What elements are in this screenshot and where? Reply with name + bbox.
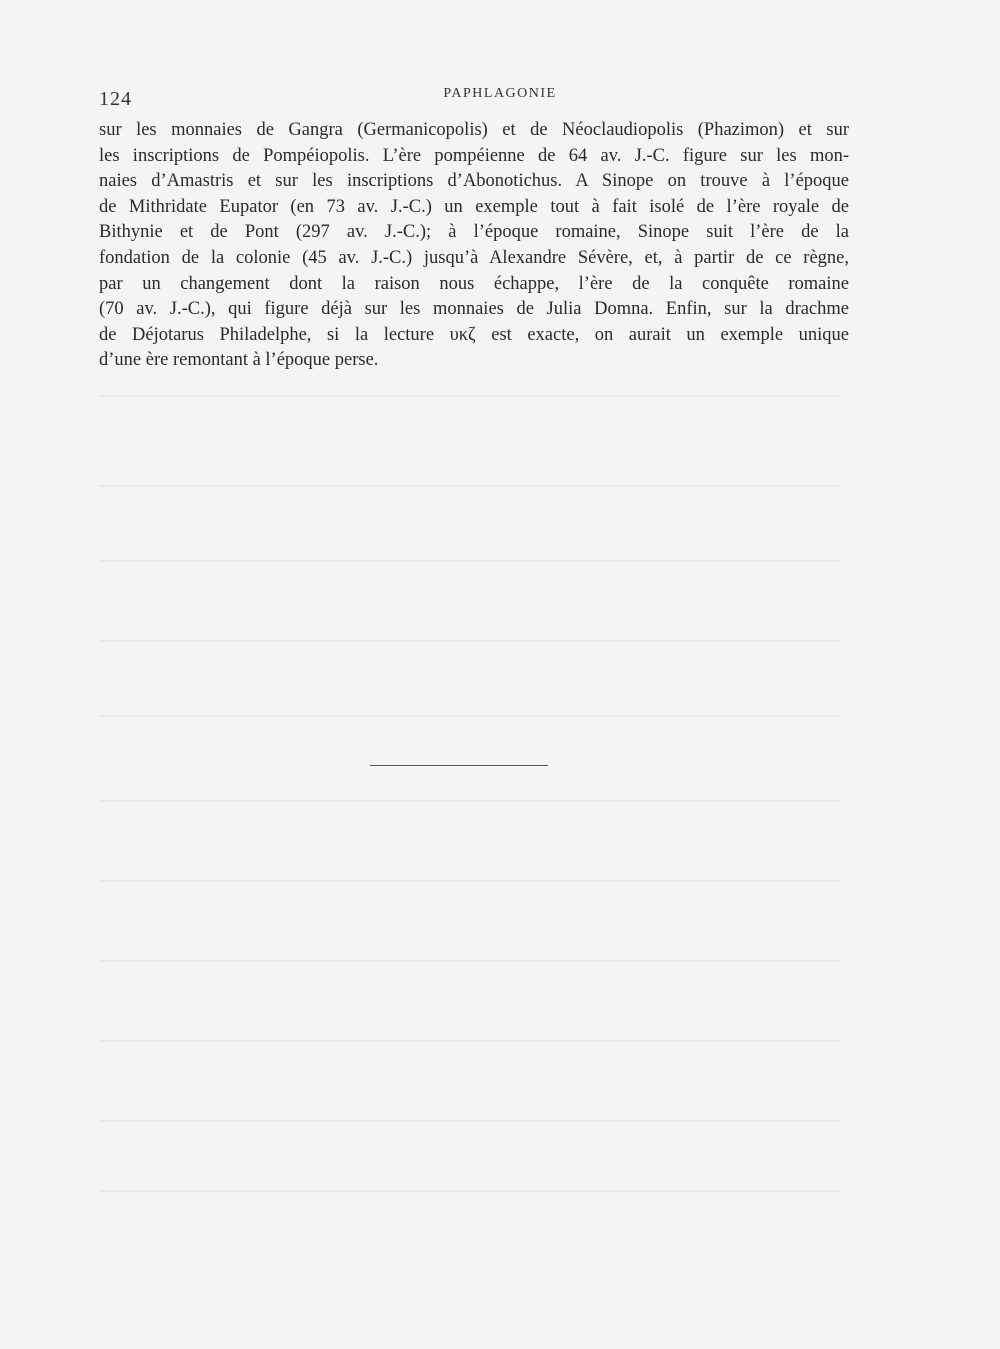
bleed-through-line xyxy=(100,960,840,962)
bleed-through-line xyxy=(100,395,840,397)
text-line: d’une ère remontant à l’époque perse. xyxy=(99,350,379,371)
bleed-through-line xyxy=(100,1040,840,1042)
running-head: PAPHLAGONIE xyxy=(443,86,557,101)
text-line: par un changement dont la raison nous échappe, l’ère de la conquête romaine xyxy=(99,273,849,294)
text-line: naies d’Amastris et sur les inscriptions d’Abonotichus. A Sinope on trouve à l’époque xyxy=(99,171,849,192)
text-line: sur les monnaies de Gangra (Germanicopolis) et de Néoclaudiopolis (Phazimon) et sur xyxy=(99,120,849,140)
text-line: de Déjotarus Philadelphe, si la lecture υκζ est exacte, on aurait un exemple unique xyxy=(99,324,849,345)
bleed-through-line xyxy=(100,1190,840,1192)
section-divider xyxy=(370,765,548,766)
body-paragraph xyxy=(99,118,849,374)
bleed-through-line xyxy=(100,880,840,882)
bleed-through-line xyxy=(100,1120,840,1122)
text-line: (70 av. J.-C.), qui figure déjà sur les monnaies de Julia Domna. Enfin, sur la drachme xyxy=(99,299,849,320)
bleed-through-line xyxy=(100,560,840,562)
bleed-through-line xyxy=(100,800,840,802)
text-line: fondation de la colonie (45 av. J.-C.) jusqu’à Alexandre Sévère, et, à partir de ce règne, xyxy=(99,247,849,268)
page-number: 124 xyxy=(99,88,132,110)
bleed-through-line xyxy=(100,640,840,642)
bleed-through-line xyxy=(100,485,840,487)
bleed-through-line xyxy=(100,715,840,717)
text-line: Bithynie et de Pont (297 av. J.-C.); à l’époque romaine, Sinope suit l’ère de la xyxy=(99,222,849,243)
text-line: les inscriptions de Pompéiopolis. L’ère pompéienne de 64 av. J.-C. figure sur les mon- xyxy=(99,145,849,166)
text-line: de Mithridate Eupator (en 73 av. J.-C.) un exemple tout à fait isolé de l’ère royale de xyxy=(99,196,849,217)
